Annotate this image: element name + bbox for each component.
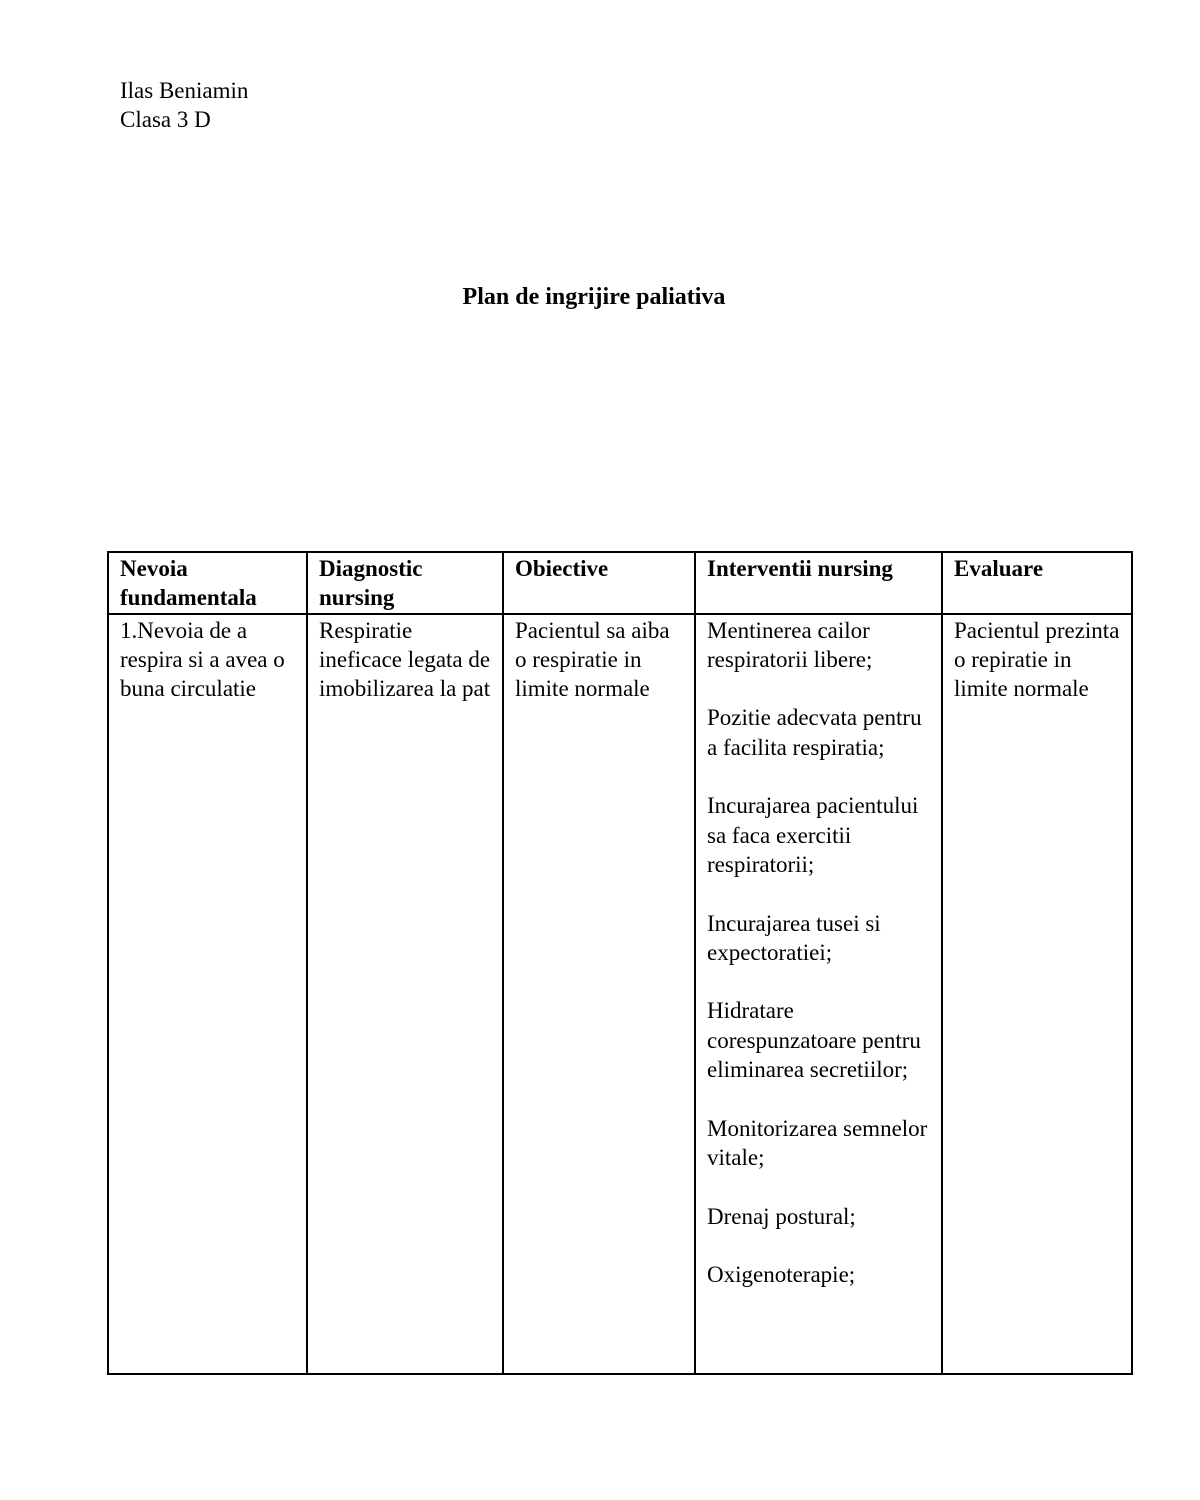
intervention-item: Incurajarea pacientului sa faca exercitii respiratorii; (707, 793, 919, 877)
cell-evaluation: Pacientul prezinta o repiratie in limite normale (942, 614, 1132, 1374)
cell-need: 1.Nevoia de a respira si a avea o buna circulatie (108, 614, 307, 1374)
header-need: Nevoia fundamentala (108, 552, 307, 614)
care-plan-table (107, 551, 1133, 1375)
cell-diagnosis: Respiratie ineficace legata de imobilizarea la pat (307, 614, 503, 1374)
cell-interventions (695, 614, 942, 1374)
cell-objective: Pacientul sa aiba o respiratie in limite normale (503, 614, 695, 1374)
header-evaluation: Evaluare (942, 552, 1132, 614)
author-name: Ilas Beniamin (120, 78, 249, 103)
header-diagnosis: Diagnostic nursing (307, 552, 503, 614)
header-interventions: Interventii nursing (695, 552, 942, 614)
author-block (120, 76, 248, 134)
intervention-item: Drenaj postural; (707, 1203, 856, 1229)
intervention-item: Pozitie adecvata pentru a facilita respiratia; (707, 705, 922, 760)
author-class: Clasa 3 D (120, 107, 211, 132)
table-row (108, 614, 1132, 1374)
intervention-item: Monitorizarea semnelor vitale; (707, 1115, 928, 1170)
intervention-item: Hidratare corespunzatoare pentru eliminarea secretiilor; (707, 998, 921, 1083)
intervention-item: Mentinerea cailor respiratorii libere; (707, 617, 873, 672)
header-objective: Obiective (503, 552, 695, 614)
document-title: Plan de ingrijire paliativa (462, 284, 726, 310)
intervention-item: Oxigenoterapie; (707, 1262, 856, 1288)
table-header-row (108, 552, 1132, 614)
intervention-item: Incurajarea tusei si expectoratiei; (707, 910, 881, 965)
